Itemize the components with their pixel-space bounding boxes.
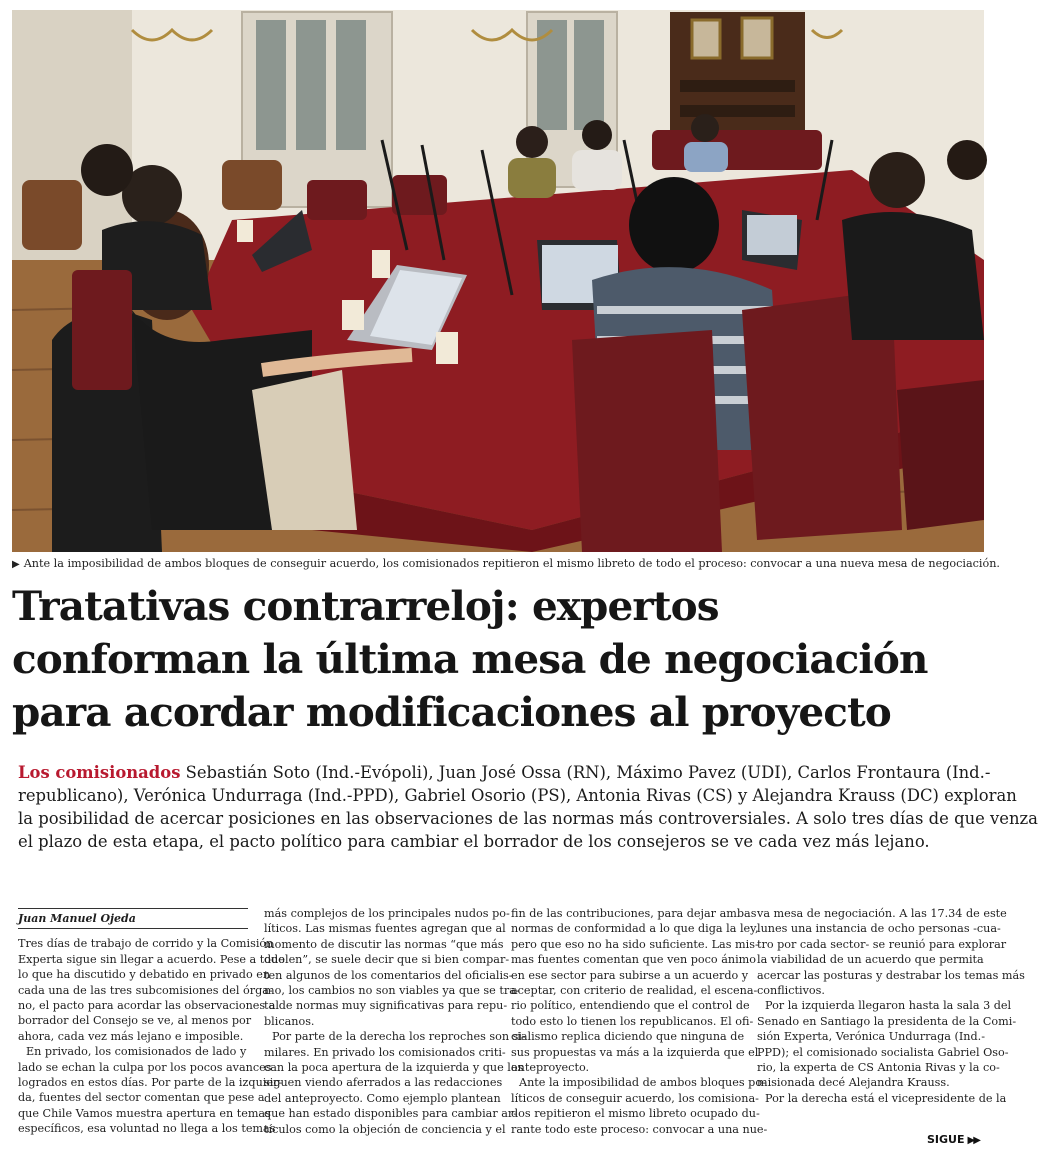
col1-line: logrados en estos días. Por parte de la izquier-: [18, 1076, 283, 1090]
col3-line: anteproyecto.: [511, 1061, 590, 1075]
col3-line: rio político, entendiendo que el control de: [511, 999, 750, 1013]
col4-line: sión Experta, Verónica Undurraga (Ind.-: [757, 1030, 985, 1044]
caption-triangle-icon: ▶: [12, 559, 20, 570]
meeting-photo: [12, 10, 984, 552]
col1-line: específicos, esa voluntad no llega a los temas: [18, 1122, 276, 1136]
byline: Juan Manuel Ojeda: [18, 908, 248, 929]
col3-line: líticos de conseguir acuerdo, los comisiona-: [511, 1091, 759, 1105]
lead-line-1: [18, 761, 991, 784]
col4-line: Por la izquierda llegaron hasta la sala 3 del: [765, 999, 1012, 1013]
col3-line: todo esto lo tienen los republicanos. El ofi-: [511, 1014, 754, 1028]
col4-line: conflictivos.: [757, 984, 825, 998]
col4-line: lunes una instancia de ocho personas -cua-: [757, 922, 1001, 936]
col4-line: la viabilidad de un acuerdo que permita: [757, 953, 984, 967]
col2-line: mo, los cambios no son viables ya que se tra-: [264, 984, 520, 998]
col1-line: da, fuentes del sector comentan que pese a: [18, 1091, 265, 1105]
col3-line: en ese sector para subirse a un acuerdo y: [511, 968, 749, 982]
photo-caption: [12, 556, 1000, 573]
col2-line: blicanos.: [264, 1014, 315, 1028]
lead-line-4: el plazo de esta etapa, el pacto político para cambiar el borrador de los consejeros se ve cada vez más lejano.: [18, 832, 930, 851]
col4-line: rio, la experta de CS Antonia Rivas y la co-: [757, 1061, 1000, 1075]
lead-line-3: la posibilidad de acercar posiciones en las observaciones de las normas más controversiales. A solo tres días de que venza: [18, 809, 1038, 828]
double-arrow-icon: ▶▶: [967, 1135, 979, 1146]
lead-kicker: Los comisionados: [18, 763, 181, 782]
col1-line: no, el pacto para acordar las observaciones al: [18, 999, 279, 1013]
col1-line: Experta sigue sin llegar a acuerdo. Pese a todo: [18, 952, 285, 966]
col4-line: Por la derecha está el vicepresidente de la: [765, 1091, 1007, 1105]
col2-line: ta de normas muy significativas para repu-: [264, 999, 508, 1013]
headline-line-3: para acordar modificaciones al proyecto: [12, 688, 891, 736]
col3-line: cialismo replica diciendo que ninguna de: [511, 1030, 745, 1044]
lead-line-1-text: Sebastián Soto (Ind.-Evópoli), Juan José Ossa (RN), Máximo Pavez (UDI), Carlos Frontaura (Ind.-: [180, 763, 991, 782]
col3-line: Ante la imposibilidad de ambos bloques po-: [519, 1076, 766, 1090]
col3-line: pero que eso no ha sido suficiente. Las mis-: [511, 937, 759, 951]
col1-line: ahora, cada vez más lejano e imposible.: [18, 1029, 244, 1043]
headline: [12, 580, 988, 739]
col2-line: que han estado disponibles para cambiar ar-: [264, 1107, 518, 1121]
col2-line: Por parte de la derecha los reproches son si-: [272, 1030, 526, 1044]
lead-line-2: republicano), Verónica Undurraga (Ind.-PPD), Gabriel Osorio (PS), Antonia Rivas (CS) y Alejandra Krauss (DC) exploran: [18, 786, 1017, 805]
article-column-1: [18, 908, 285, 1137]
continue-link[interactable]: [927, 1133, 979, 1146]
col4-line: PPD); el comisionado socialista Gabriel Oso-: [757, 1045, 1009, 1059]
col3-line: aceptar, con criterio de realidad, el escena-: [511, 984, 758, 998]
col3-line: dos repitieron el mismo libreto ocupado du-: [511, 1107, 760, 1121]
col4-line: misionada decé Alejandra Krauss.: [757, 1076, 950, 1090]
col2-line: momento de discutir las normas “que más: [264, 937, 504, 951]
col1-line: En privado, los comisionados de lado y: [26, 1045, 247, 1059]
col3-line: normas de conformidad a lo que diga la ley,: [511, 922, 759, 936]
col2-line: líticos. Las mismas fuentes agregan que al: [264, 922, 506, 936]
continue-label: SIGUE: [927, 1133, 965, 1146]
col2-line: del anteproyecto. Como ejemplo plantean: [264, 1091, 501, 1105]
col1-line: Tres días de trabajo de corrido y la Comisión: [18, 937, 274, 951]
col1-line: lo que ha discutido y debatido en privado en: [18, 968, 271, 982]
lead-paragraph: [18, 761, 1038, 853]
col1-line: lado se echan la culpa por los pocos avances: [18, 1060, 272, 1074]
article-column-4: [757, 906, 1025, 1106]
col4-line: va mesa de negociación. A las 17.34 de este: [757, 907, 1007, 920]
col2-line: can la poca apertura de la izquierda y que los: [264, 1061, 524, 1075]
meeting-photo-illustration: [12, 10, 984, 552]
col2-line: más complejos de los principales nudos po-: [264, 907, 510, 920]
col3-line: mas fuentes comentan que ven poco ánimo: [511, 953, 757, 967]
col2-line: siguen viendo aferrados a las redacciones: [264, 1076, 503, 1090]
col2-line: tículos como la objeción de conciencia y el: [264, 1122, 506, 1136]
headline-line-2: conforman la última mesa de negociación: [12, 635, 928, 683]
col3-line: rante todo este proceso: convocar a una nue-: [511, 1122, 768, 1136]
col4-line: Senado en Santiago la presidenta de la Comi-: [757, 1014, 1017, 1028]
col2-line: duelen”, se suele decir que si bien compar-: [264, 953, 510, 967]
caption-text: Ante la imposibilidad de ambos bloques de conseguir acuerdo, los comisionados repitieron el mismo libreto de todo el proceso: convocar a una nueva mesa de negociación.: [23, 557, 1000, 570]
headline-line-1: Tratativas contrarreloj: expertos: [12, 582, 719, 630]
col2-line: milares. En privado los comisionados criti-: [264, 1045, 506, 1059]
article-column-2: [264, 906, 526, 1137]
col1-line: cada una de las tres subcomisiones del órga-: [18, 983, 273, 997]
col1-line: borrador del Consejo se ve, al menos por: [18, 1014, 252, 1028]
col4-line: acercar las posturas y destrabar los temas más: [757, 968, 1025, 982]
col2-line: ten algunos de los comentarios del oficialis-: [264, 968, 513, 982]
article-column-3: [511, 906, 768, 1137]
col1-line: que Chile Vamos muestra apertura en temas: [18, 1106, 271, 1120]
col3-line: sus propuestas va más a la izquierda que el: [511, 1045, 759, 1059]
col4-line: tro por cada sector- se reunió para explorar: [757, 937, 1007, 951]
col3-line: fin de las contribuciones, para dejar ambas: [511, 907, 757, 920]
